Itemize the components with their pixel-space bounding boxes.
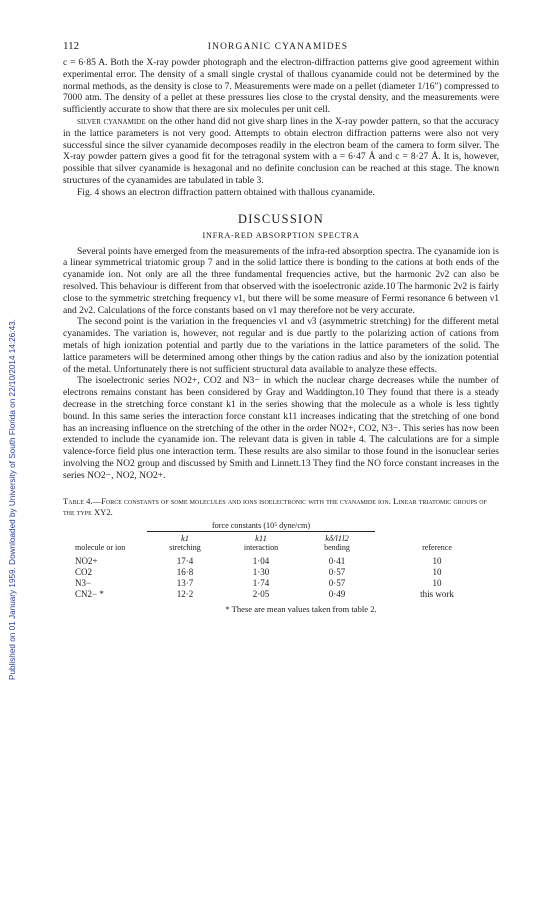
table-group-header: force constants (10⁵ dyne/cm) [147,521,375,532]
force-constants-table [63,521,499,600]
table-caption-text: —Force constants of some molecules and ions isoelectronic with the cyanamide ion. Linear triatomic groups of the type XY2. [63,495,487,517]
table-footnote: * These are mean values taken from table 2. [225,603,377,614]
page-content [63,40,499,614]
silver-cyanamide-text: on the other hand did not give sharp lines in the X-ray powder pattern, so that the accuracy in the lattice parameters is not very good. Attempts to obtain electron diffraction patterns were also not very successful since the silver cyanamide decomposes readily in the electron beam of the camera to form silver. The X-ray powder pattern gives a good fit for the tetragonal system with a = 6·47 Å and c = 8·27 Å. It is, however, possible that silver cyanamide is hexagonal and no definite conclusion can be reached at this stage. The known structures of the cyanamides are tabulated in table 3. [63,115,499,186]
col-header-k1: k1 stretching [169,532,201,552]
paragraph-isoelectronic-series: The isoelectronic series NO2+, CO2 and N3− in which the nuclear charge decreases while the number of electrons remains constant has been considered by Gray and Waddington.10 They found that there is a steady decrease in the stretching force constant k1 in the series showing that the molecule as a whole is less tightly bound. In this same series the interaction force constant k11 increases indicating that the stretching of one bond has an increasing influence on the stretching of the other in the order NO2+, CO2, N3−. This series has now been extended to include the cyanamide ion. The relevant data is given in table 4. The calculations are for a simple valence-force field plus one interaction term. These results are also similar to those found in the isonuclear series involving the NO2 group and discussed by Smith and Linnett.13 They find the NO force constant increases in the series NO2−, NO2, NO2+. [63,375,499,481]
page-header [63,40,499,52]
section-heading-discussion: DISCUSSION [238,211,324,226]
paragraph-thallous-density: c = 6·85 A. Both the X-ray powder photograph and the electron-diffraction patterns give good agreement within experimental error. The density of a small single crystal of thallous cyanamide could not be determined by the normal methods, as the density is close to 7. Measurements were made on a pellet (diameter 1/16″) compressed to 7000 atm. The density of a pellet at these pressures lies close to the crystal density, and the measurements were sufficiently accurate to show that there are six molecules per unit cell. [63,57,499,116]
paragraph-fig4: Fig. 4 shows an electron diffraction pattern obtained with thallous cyanamide. [77,186,375,198]
paragraph-silver-cyanamide [63,116,499,187]
col-header-k11: k11 interaction [243,532,279,552]
table-label: Table 4. [63,495,93,506]
col-header-reference: reference [422,542,452,552]
silver-cyanamide-lead: silver cyanamide [77,115,146,127]
download-watermark [8,120,22,680]
paragraph-ir-points: Several points have emerged from the measurements of the infra-red absorption spectra. The cyanamide ion is a linear symmetrical triatomic group 7 and in the solid lattice there is bonding to the cations at both ends of the cyanamide ion. Not only are all the three fundamental frequencies active, but the harmonic 2ν2 can also be resolved. This behaviour is different from that observed with the isoelectronic azide.10 The harmonic 2ν2 is fairly close to the symmetric stretching frequency ν1, but there will be some measure of Fermi resonance 6 between ν1 and 2ν2. Calculations of the force constants based on ν1 may therefore not be very accurate. [63,245,499,316]
page-number: 112 [63,40,80,52]
col-header-molecule: molecule or ion [75,542,126,552]
table-caption [63,496,499,518]
table-row: CN2− * 12·2 2·05 0·49 this work [75,588,454,599]
table-row: N3− 13·7 1·74 0·57 10 [75,577,442,588]
col-header-kdelta: kδ/l1l2 bending [324,532,350,552]
table-row: NO2+ 17·4 1·04 0·41 10 [75,555,442,566]
paragraph-frequency-variation: The second point is the variation in the frequencies ν1 and ν3 (asymmetric stretching) for the different metal cyanamides. The variation is, however, not regular and is due partly to the polarizing action of cations from metals of high ionization potential and partly due to the variations in the lattice parameters of the solid. The lattice parameters will be determined among other things by the cation radius and also by the ionization potential of the metal. Unfortunately there is not sufficient structural data available to analyze these effects. [63,316,499,375]
table-row: CO2 16·8 1·30 0·57 10 [75,566,442,577]
subsection-heading: INFRA-RED ABSORPTION SPECTRA [202,230,360,240]
download-notice: Published on 01 January 1959. Downloaded by University of South Florida on 22/10/2014 14:26:43. [8,319,17,680]
running-title: INORGANIC CYANAMIDES [207,42,349,52]
